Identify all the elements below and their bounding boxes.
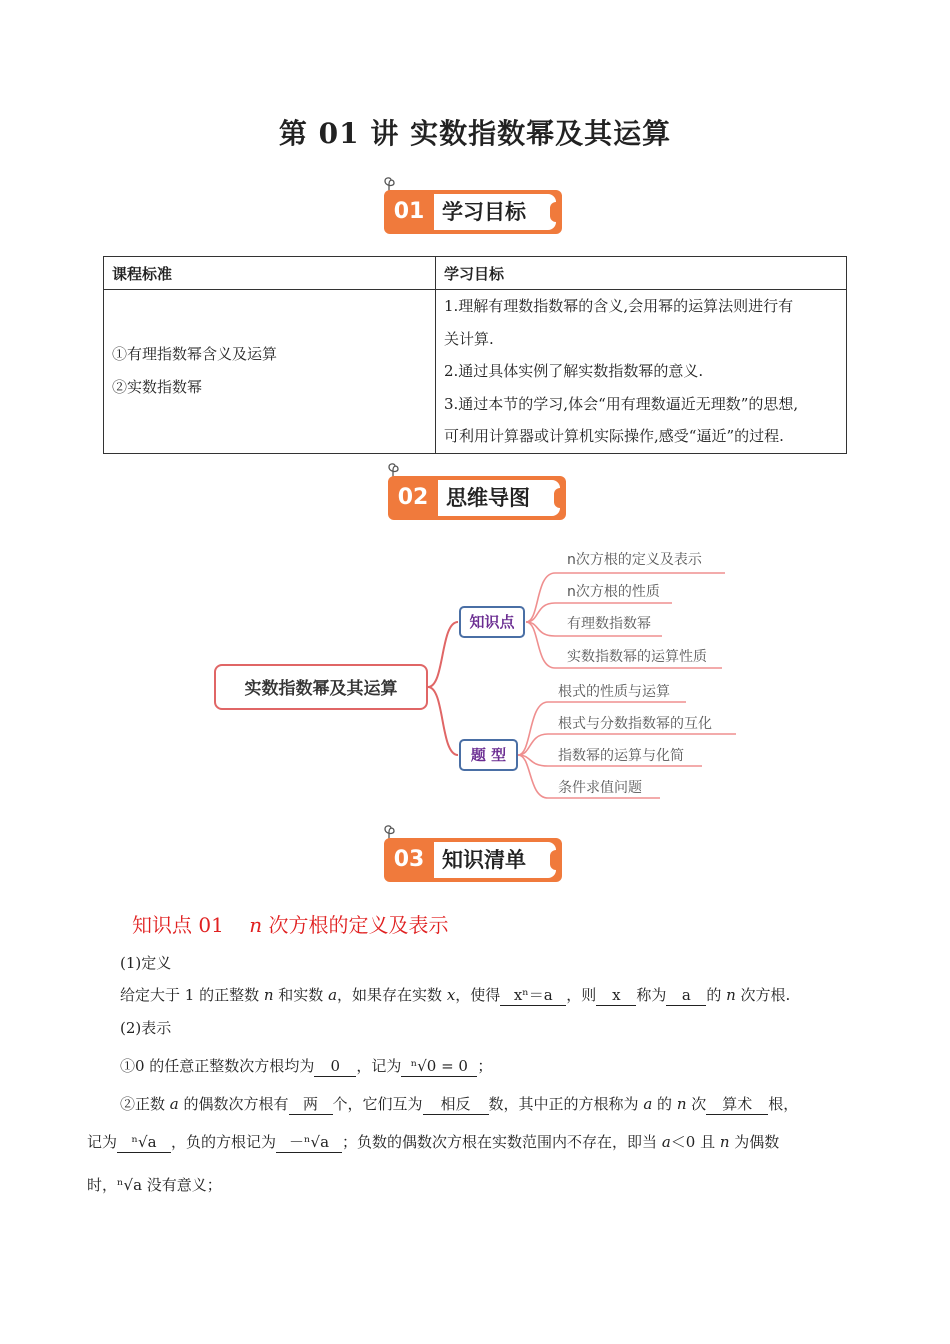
table-header-goal: 学习目标 bbox=[436, 257, 847, 290]
text-run: 称为 bbox=[636, 986, 667, 1004]
mindmap-leaf: 有理数指数幂 bbox=[567, 616, 651, 632]
text-run: ②正数 bbox=[120, 1095, 170, 1113]
answer-blank: a bbox=[666, 985, 706, 1006]
text-run: ；负数的偶数次方根在实数范围内不存在，即当 bbox=[342, 1133, 662, 1151]
standards-table bbox=[103, 256, 847, 454]
var: a bbox=[661, 1133, 671, 1151]
text-run: 数，其中正的方根称为 bbox=[488, 1095, 644, 1113]
text-run: 没有意义； bbox=[142, 1176, 222, 1194]
text-run: 次 bbox=[686, 1095, 707, 1113]
text-run: 记为 bbox=[87, 1133, 118, 1151]
answer-blank: 两 bbox=[289, 1094, 333, 1115]
text-run: ； bbox=[477, 1057, 493, 1075]
mindmap-root: 实数指数幂及其运算 bbox=[214, 664, 428, 710]
answer-blank: －ⁿ√a bbox=[276, 1132, 342, 1153]
text-run: 的 bbox=[652, 1095, 677, 1113]
answer-blank: ⁿ√0 = 0 bbox=[401, 1056, 477, 1077]
radical-expression: ⁿ√a bbox=[117, 1176, 143, 1194]
goal-line: 3.通过本节的学习,体会“用有理数逼近无理数”的思想, bbox=[444, 394, 799, 413]
standards-cell bbox=[104, 290, 436, 454]
mindmap-leaf: n次方根的性质 bbox=[567, 584, 660, 600]
section-label: 学习目标 bbox=[434, 194, 556, 230]
var: n bbox=[676, 1095, 687, 1113]
answer-blank: xⁿ＝a bbox=[500, 985, 566, 1006]
answer-blank: 0 bbox=[314, 1056, 356, 1077]
goal-line: 1.理解有理数指数幂的含义,会用幂的运算法则进行有 bbox=[444, 297, 794, 315]
text-run: ＜0 且 bbox=[670, 1133, 720, 1151]
mindmap-leaf: 条件求值问题 bbox=[558, 780, 642, 796]
heading-prefix: 知识点 01 bbox=[132, 913, 224, 937]
representation-label: (2)表示 bbox=[120, 1019, 172, 1037]
mindmap-leaf: 实数指数幂的运算性质 bbox=[567, 649, 707, 665]
var: x bbox=[446, 986, 456, 1004]
section-banner-03 bbox=[382, 824, 568, 886]
var: n bbox=[726, 986, 736, 1004]
knowledge-point-heading bbox=[132, 909, 449, 938]
text-run: 和实数 bbox=[273, 986, 329, 1004]
goal-line: 2.通过具体实例了解实数指数幂的意义. bbox=[444, 362, 704, 380]
var: n bbox=[263, 986, 274, 1004]
section-number: 01 bbox=[393, 199, 425, 224]
var: a bbox=[169, 1095, 179, 1113]
text-run: 给定大于 1 的正整数 bbox=[120, 986, 264, 1004]
text-run: ，记为 bbox=[356, 1057, 402, 1075]
goal-line: 关计算. bbox=[444, 329, 494, 348]
text-run: 个，它们互为 bbox=[332, 1095, 423, 1113]
section-label: 思维导图 bbox=[438, 480, 560, 516]
table-header-standard: 课程标准 bbox=[104, 257, 436, 290]
text-run: 为偶数 bbox=[729, 1133, 780, 1151]
var: n bbox=[719, 1133, 730, 1151]
representation-line-2 bbox=[120, 1094, 798, 1115]
mindmap-leaf: 指数幂的运算与化简 bbox=[558, 748, 684, 764]
var: a bbox=[328, 986, 338, 1004]
standard-item: ①有理指数幂含义及运算 bbox=[112, 345, 278, 364]
mindmap-branch-knowledge: 知识点 bbox=[459, 606, 525, 638]
text-run: ，如果存在实数 bbox=[337, 986, 447, 1004]
answer-blank: x bbox=[596, 985, 636, 1006]
section-number: 03 bbox=[393, 847, 425, 872]
text-run: 的 bbox=[706, 986, 727, 1004]
answer-blank: 相反 bbox=[423, 1094, 489, 1115]
text-run: ，使得 bbox=[455, 986, 501, 1004]
section-number: 02 bbox=[397, 485, 429, 510]
standard-item: ②实数指数幂 bbox=[112, 378, 203, 397]
representation-line-3 bbox=[87, 1132, 779, 1153]
text-run: 次方根. bbox=[735, 986, 791, 1004]
representation-line-1 bbox=[120, 1056, 492, 1077]
representation-line-4 bbox=[87, 1175, 222, 1195]
text-run: 根， bbox=[768, 1095, 799, 1113]
mindmap-leaf: 根式与分数指数幂的互化 bbox=[558, 716, 712, 732]
goals-cell bbox=[436, 290, 847, 454]
mindmap-branch-types: 题 型 bbox=[459, 739, 518, 771]
definition-line bbox=[120, 985, 790, 1006]
mindmap-leaf: 根式的性质与运算 bbox=[558, 684, 670, 700]
section-label: 知识清单 bbox=[434, 842, 556, 878]
text-run: ，负的方根记为 bbox=[171, 1133, 277, 1151]
var: a bbox=[643, 1095, 653, 1113]
heading-variable: n bbox=[249, 913, 263, 937]
answer-blank: 算术 bbox=[706, 1094, 768, 1115]
goal-line: 可利用计算器或计算机实际操作,感受“逼近”的过程. bbox=[444, 427, 784, 445]
section-banner-02 bbox=[386, 462, 572, 524]
definition-label: (1)定义 bbox=[120, 954, 172, 972]
text-run: 时， bbox=[87, 1176, 118, 1194]
text-run: 的偶数次方根有 bbox=[178, 1095, 289, 1113]
heading-text: 次方根的定义及表示 bbox=[262, 913, 449, 937]
text-run: ①0 的任意正整数次方根均为 bbox=[120, 1057, 315, 1075]
mindmap-leaf: n次方根的定义及表示 bbox=[567, 552, 702, 568]
section-banner-01 bbox=[382, 176, 568, 238]
answer-blank: ⁿ√a bbox=[117, 1132, 171, 1153]
page-title: 第 01 讲 实数指数幂及其运算 bbox=[278, 117, 672, 150]
text-run: ，则 bbox=[566, 986, 597, 1004]
